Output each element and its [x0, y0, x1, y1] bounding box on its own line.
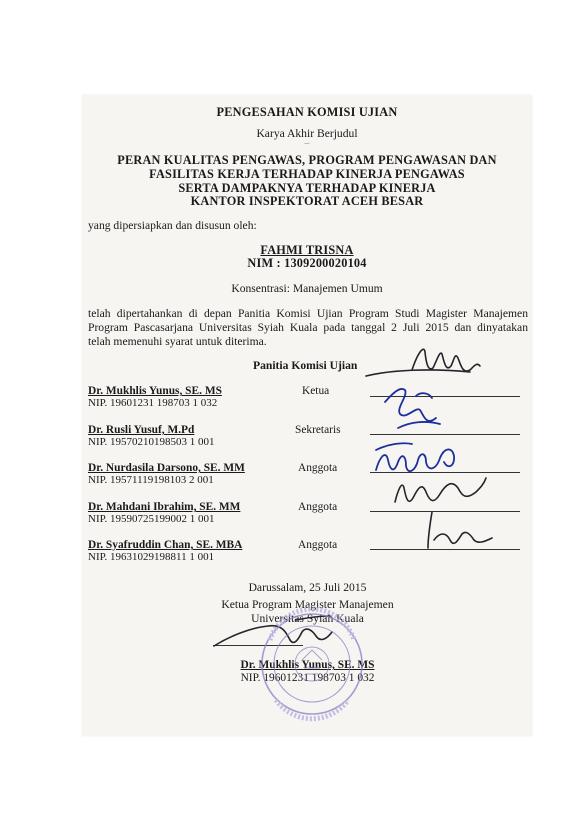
statement-line-1: telah dipertahankan di depan Panitia Komisi Ujian Program Studi Magister Manajemen — [88, 307, 528, 320]
statement-line-2: Program Pascasarjana Universitas Syiah Kuala pada tanggal 2 Juli 2015 dan dinyatakan — [88, 321, 528, 334]
signature-sekretaris — [385, 389, 440, 428]
member-role-1: Ketua — [302, 385, 330, 397]
author-nim: NIM : 1309200020104 — [247, 256, 367, 270]
subtitle-dash: – — [304, 138, 310, 149]
member-name-3: Dr. Nurdasila Darsono, SE. MM — [88, 462, 245, 474]
member-role-3: Anggota — [298, 462, 338, 474]
concentration: Konsentrasi: Manajemen Umum — [231, 282, 383, 295]
approval-institution: Universitas Syiah Kuala — [251, 612, 364, 625]
statement-line-3: telah memenuhi syarat untuk diterima. — [88, 335, 267, 348]
document-subtitle: Karya Akhir Berjudul — [256, 127, 358, 140]
approval-nip: NIP. 19601231 198703 1 032 — [240, 672, 375, 684]
author-intro: yang dipersiapkan dan disusun oleh: — [88, 219, 257, 232]
member-name-2: Dr. Rusli Yusuf, M.Pd — [88, 424, 195, 436]
place-date: Darussalam, 25 Juli 2015 — [248, 581, 367, 594]
signature-ketua — [366, 349, 480, 376]
signature-anggota-2 — [395, 478, 486, 502]
approval-position: Ketua Program Magister Manajemen — [221, 598, 394, 611]
member-nip-4: NIP. 19590725199002 1 001 — [88, 513, 215, 525]
author-name: FAHMI TRISNA — [260, 243, 354, 257]
member-name-4: Dr. Mahdani Ibrahim, SE. MM — [88, 501, 241, 513]
thesis-title-line-1: PERAN KUALITAS PENGAWAS, PROGRAM PENGAWASAN DAN — [117, 153, 497, 167]
university-stamp — [262, 609, 362, 719]
thesis-title-line-3: SERTA DAMPAKNYA TERHADAP KINERJA — [178, 181, 436, 195]
member-nip-3: NIP. 19571119198103 2 001 — [88, 474, 214, 486]
member-nip-1: NIP. 19601231 198703 1 032 — [88, 397, 218, 409]
member-nip-5: NIP. 19631029198811 1 001 — [88, 551, 215, 563]
member-nip-2: NIP. 19570210198503 1 001 — [88, 436, 215, 448]
member-name-1: Dr. Mukhlis Yunus, SE. MS — [88, 385, 222, 397]
approval-name: Dr. Mukhlis Yunus, SE. MS — [240, 659, 375, 671]
member-role-2: Sekretaris — [295, 424, 341, 436]
document-title: PENGESAHAN KOMISI UJIAN — [216, 105, 398, 119]
committee-heading: Panitia Komisi Ujian — [253, 359, 358, 372]
member-role-4: Anggota — [298, 501, 338, 513]
signature-anggota-3 — [428, 512, 492, 548]
signature-anggota-1 — [376, 443, 454, 471]
thesis-title-line-2: FASILITAS KERJA TERHADAP KINERJA PENGAWAS — [149, 167, 465, 181]
member-role-5: Anggota — [298, 539, 338, 551]
thesis-title-line-4: KANTOR INSPEKTORAT ACEH BESAR — [190, 194, 424, 208]
member-name-5: Dr. Syafruddin Chan, SE. MBA — [88, 539, 243, 551]
